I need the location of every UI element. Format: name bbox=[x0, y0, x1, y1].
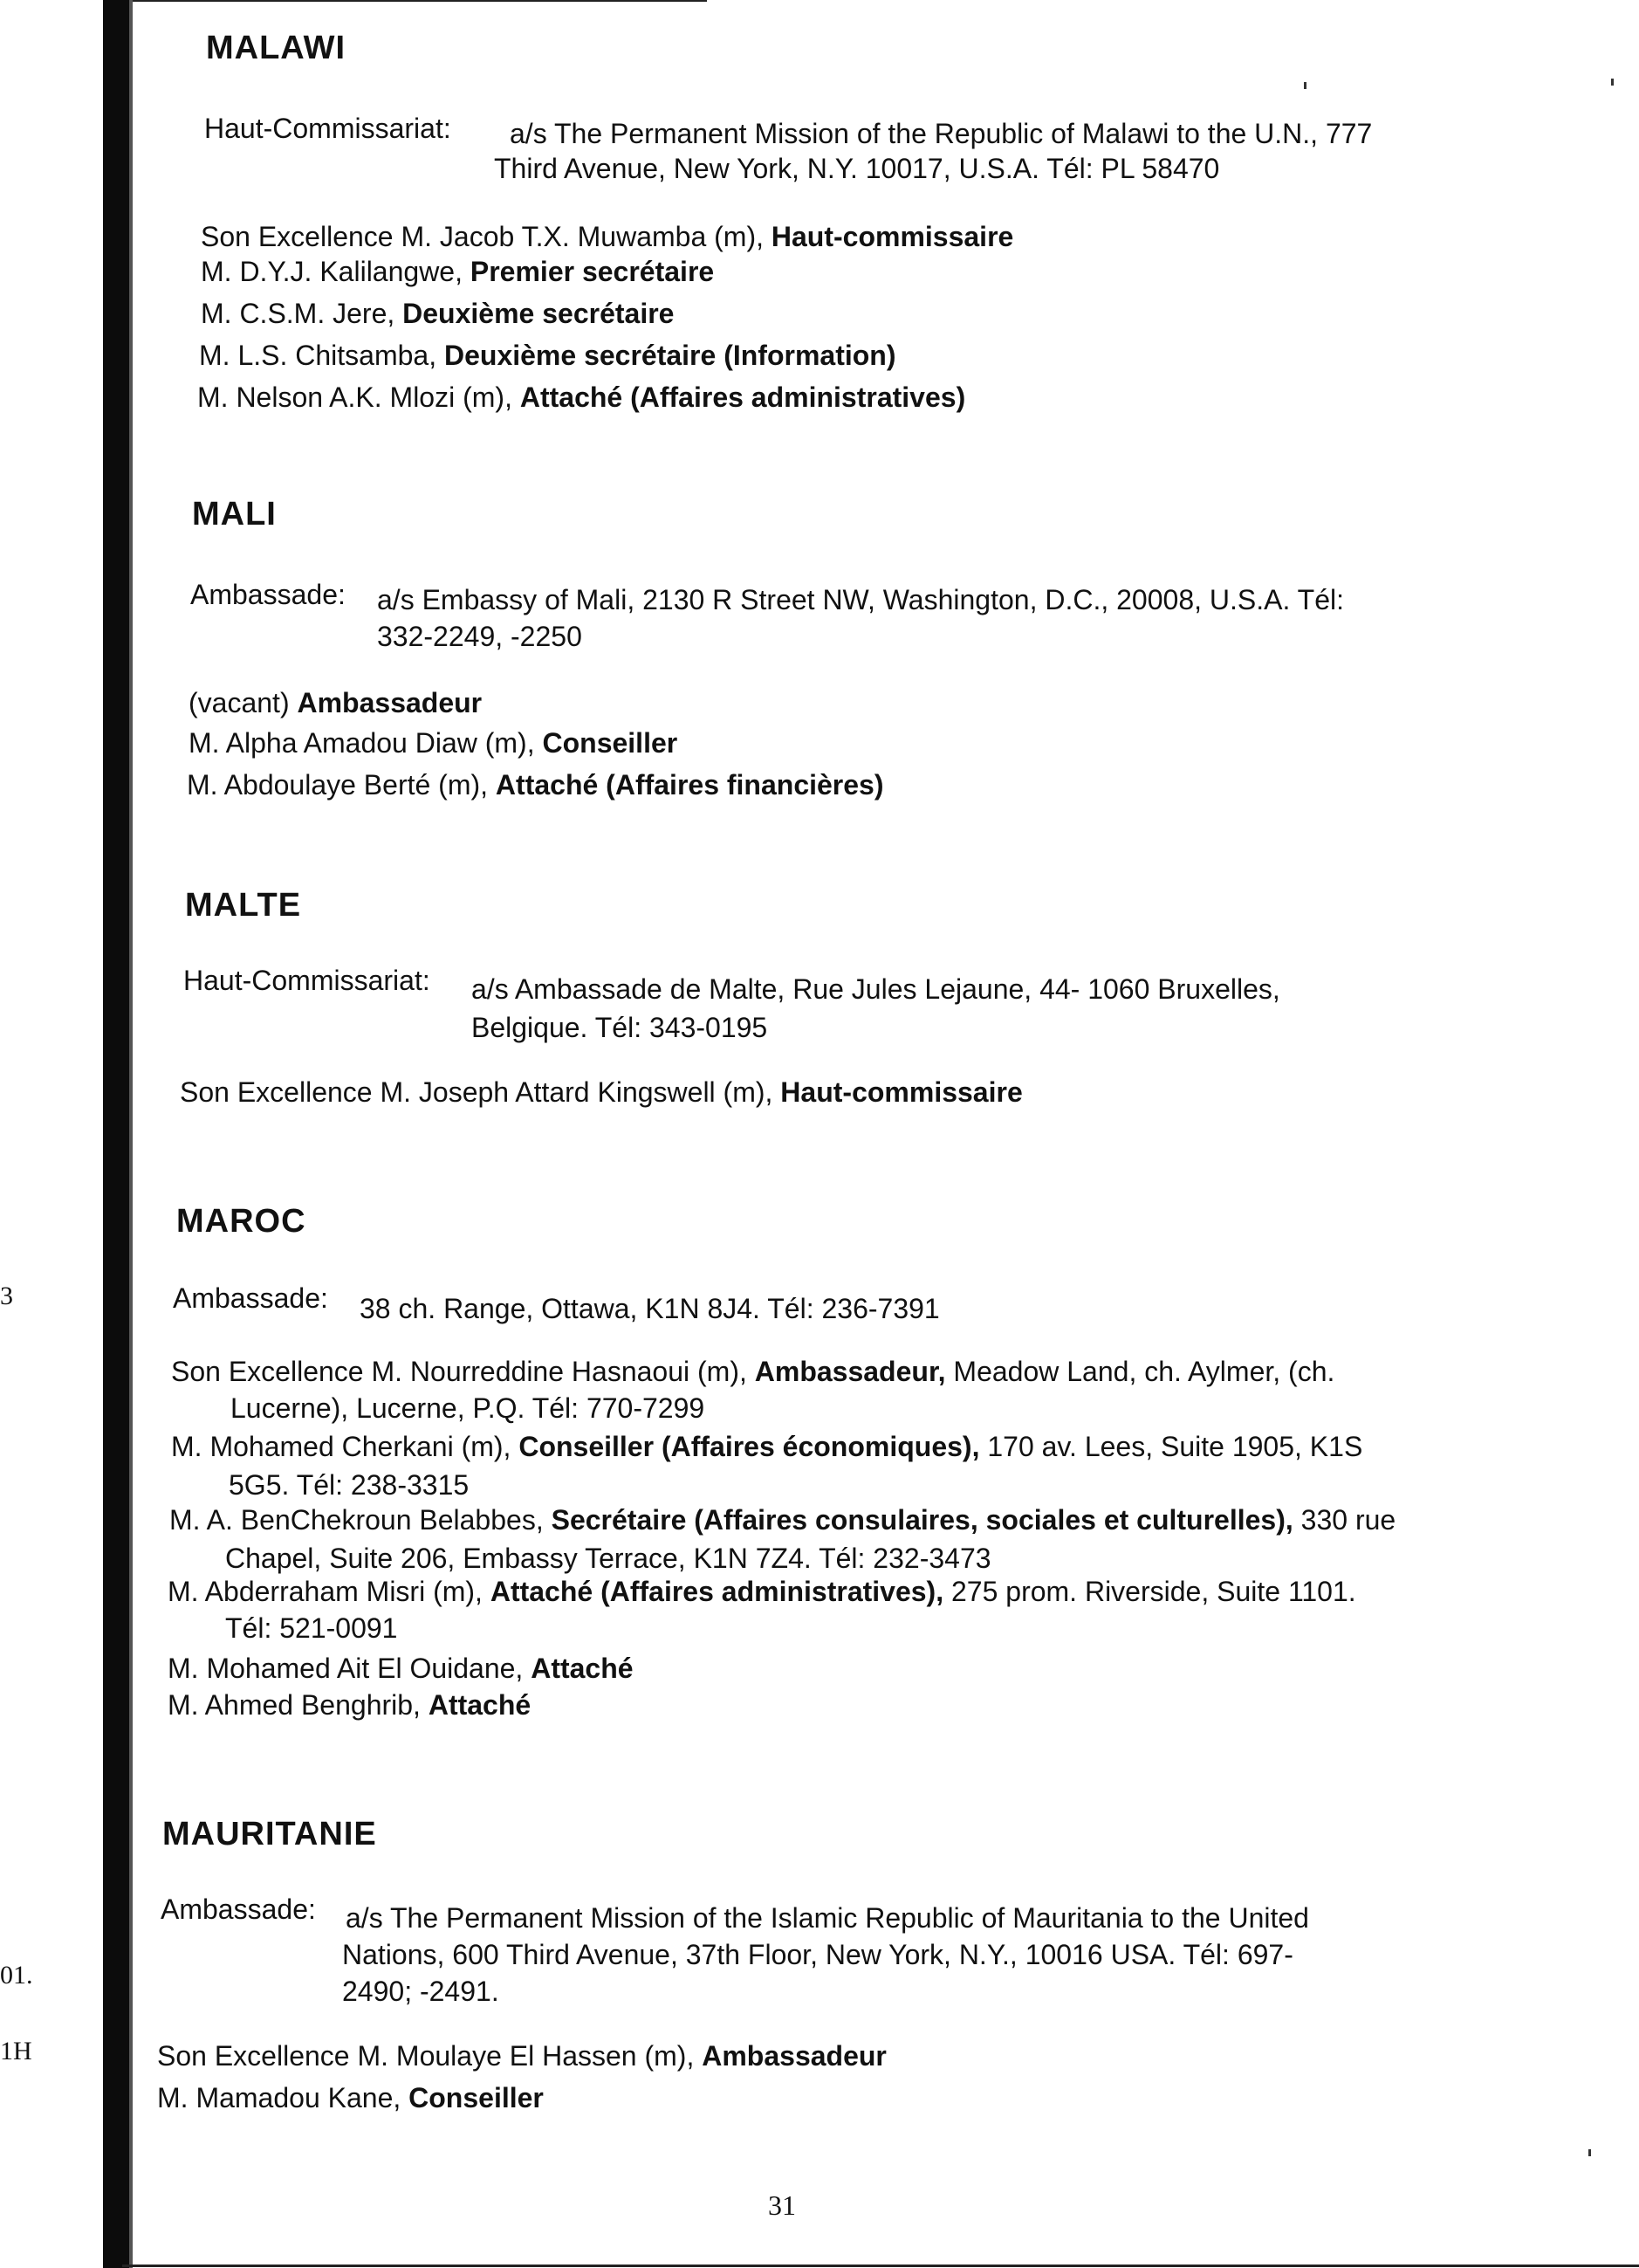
mission-address-line: a/s Ambassade de Malte, Rue Jules Lejaune, 44- 1060 Bruxelles, bbox=[471, 973, 1280, 1005]
person-name: Son Excellence M. Moulaye El Hassen (m), bbox=[157, 2040, 695, 2072]
person-name: M. Ahmed Benghrib, bbox=[168, 1689, 421, 1721]
mission-type-label: Ambassade: bbox=[161, 1893, 316, 1925]
person-address-continued: Lucerne), Lucerne, P.Q. Tél: 770-7299 bbox=[230, 1392, 705, 1424]
person-title: Ambassadeur bbox=[702, 2040, 887, 2072]
person-title: Ambassadeur bbox=[297, 687, 483, 718]
person-name: M. L.S. Chitsamba, bbox=[199, 340, 437, 371]
mission-address-line: 2490; -2491. bbox=[342, 1976, 499, 2007]
person-title: Premier secrétaire bbox=[470, 256, 715, 287]
mission-address-line: 38 ch. Range, Ottawa, K1N 8J4. Tél: 236-7391 bbox=[360, 1293, 940, 1324]
mission-address-line: Third Avenue, New York, N.Y. 10017, U.S.A. Tél: PL 58470 bbox=[494, 153, 1220, 184]
person-entry bbox=[189, 726, 677, 759]
person-entry bbox=[199, 339, 895, 372]
mission-address-line: a/s The Permanent Mission of the Republic of Malawi to the U.N., 777 bbox=[510, 118, 1373, 149]
person-name: (vacant) bbox=[189, 687, 290, 718]
person-name: M. Abderraham Misri (m), bbox=[168, 1576, 483, 1607]
person-address-continued: Tél: 521-0091 bbox=[225, 1612, 398, 1644]
person-address: 170 av. Lees, Suite 1905, K1S bbox=[987, 1431, 1363, 1462]
person-address-continued: Chapel, Suite 206, Embassy Terrace, K1N 7Z4. Tél: 232-3473 bbox=[225, 1543, 991, 1574]
margin-fragment: 1H bbox=[0, 2037, 32, 2065]
mission-address-line: 332-2249, -2250 bbox=[377, 621, 582, 652]
person-name: M. Mohamed Ait El Ouidane, bbox=[168, 1653, 524, 1684]
person-name: M. A. BenChekroun Belabbes, bbox=[169, 1504, 544, 1536]
person-entry bbox=[201, 255, 714, 288]
person-name: M. Alpha Amadou Diaw (m), bbox=[189, 727, 535, 759]
mission-address-line: Belgique. Tél: 343-0195 bbox=[471, 1012, 768, 1043]
mission-type-label: Ambassade: bbox=[190, 579, 346, 610]
person-entry bbox=[201, 297, 674, 330]
margin-fragment: 01. bbox=[0, 1961, 33, 1990]
mission-address-line: Nations, 600 Third Avenue, 37th Floor, New York, N.Y., 10016 USA. Tél: 697- bbox=[342, 1939, 1293, 1970]
person-entry bbox=[189, 686, 482, 719]
person-name: M. Mamadou Kane, bbox=[157, 2082, 401, 2113]
country-heading: MALI bbox=[192, 496, 277, 533]
country-heading: MAURITANIE bbox=[162, 1816, 377, 1852]
person-title: Haut-commissaire bbox=[780, 1076, 1023, 1108]
person-name: M. Abdoulaye Berté (m), bbox=[187, 769, 489, 801]
mission-type-label: Haut-Commissariat: bbox=[183, 965, 430, 996]
person-title: Attaché (Affaires administratives), bbox=[490, 1576, 944, 1607]
person-name: M. Mohamed Cherkani (m), bbox=[171, 1431, 511, 1462]
person-entry bbox=[180, 1076, 1023, 1109]
person-title: Attaché (Affaires administratives) bbox=[519, 381, 966, 413]
person-name: Son Excellence M. Nourreddine Hasnaoui (m), bbox=[171, 1356, 747, 1387]
margin-fragment: 3 bbox=[0, 1282, 13, 1310]
person-entry bbox=[171, 1430, 1362, 1463]
person-title: Conseiller (Affaires économiques), bbox=[518, 1431, 980, 1462]
person-title: Haut-commissaire bbox=[771, 221, 1014, 252]
person-title: Deuxième secrétaire (Information) bbox=[443, 340, 896, 371]
mission-address-line: a/s Embassy of Mali, 2130 R Street NW, Washington, D.C., 20008, U.S.A. Tél: bbox=[377, 584, 1345, 615]
person-title: Attaché bbox=[531, 1653, 634, 1684]
person-entry bbox=[171, 1355, 1334, 1388]
person-title: Secrétaire (Affaires consulaires, sociales et culturelles), bbox=[551, 1504, 1293, 1536]
mission-address-line: a/s The Permanent Mission of the Islamic Republic of Mauritania to the United bbox=[346, 1902, 1309, 1934]
person-entry bbox=[168, 1688, 531, 1722]
person-name: M. D.Y.J. Kalilangwe, bbox=[201, 256, 463, 287]
person-title: Conseiller bbox=[542, 727, 678, 759]
country-heading: MALAWI bbox=[206, 30, 346, 66]
person-title: Deuxième secrétaire bbox=[402, 298, 675, 329]
person-title: Conseiller bbox=[408, 2082, 544, 2113]
person-entry bbox=[169, 1503, 1396, 1536]
mission-type-label: Ambassade: bbox=[173, 1282, 328, 1314]
person-entry bbox=[187, 768, 884, 801]
country-heading: MALTE bbox=[185, 887, 302, 924]
person-name: M. Nelson A.K. Mlozi (m), bbox=[197, 381, 512, 413]
page-number: 31 bbox=[768, 2189, 796, 2221]
person-entry bbox=[168, 1575, 1356, 1608]
country-heading: MAROC bbox=[176, 1203, 306, 1240]
person-entry bbox=[168, 1652, 634, 1685]
mission-type-label: Haut-Commissariat: bbox=[204, 113, 451, 144]
person-entry bbox=[197, 381, 965, 414]
person-name: Son Excellence M. Joseph Attard Kingswell (m), bbox=[180, 1076, 773, 1108]
person-address: 275 prom. Riverside, Suite 1101. bbox=[950, 1576, 1356, 1607]
person-entry bbox=[157, 2081, 544, 2114]
person-address: Meadow Land, ch. Aylmer, (ch. bbox=[953, 1356, 1335, 1387]
person-name: M. C.S.M. Jere, bbox=[201, 298, 395, 329]
person-title: Attaché bbox=[428, 1689, 531, 1721]
person-address-continued: 5G5. Tél: 238-3315 bbox=[229, 1469, 470, 1501]
person-title: Attaché (Affaires financières) bbox=[495, 769, 884, 801]
person-entry bbox=[157, 2039, 887, 2072]
person-title: Ambassadeur, bbox=[754, 1356, 946, 1387]
person-name: Son Excellence M. Jacob T.X. Muwamba (m), bbox=[201, 221, 764, 252]
person-address: 330 rue bbox=[1300, 1504, 1396, 1536]
person-entry bbox=[201, 220, 1013, 253]
